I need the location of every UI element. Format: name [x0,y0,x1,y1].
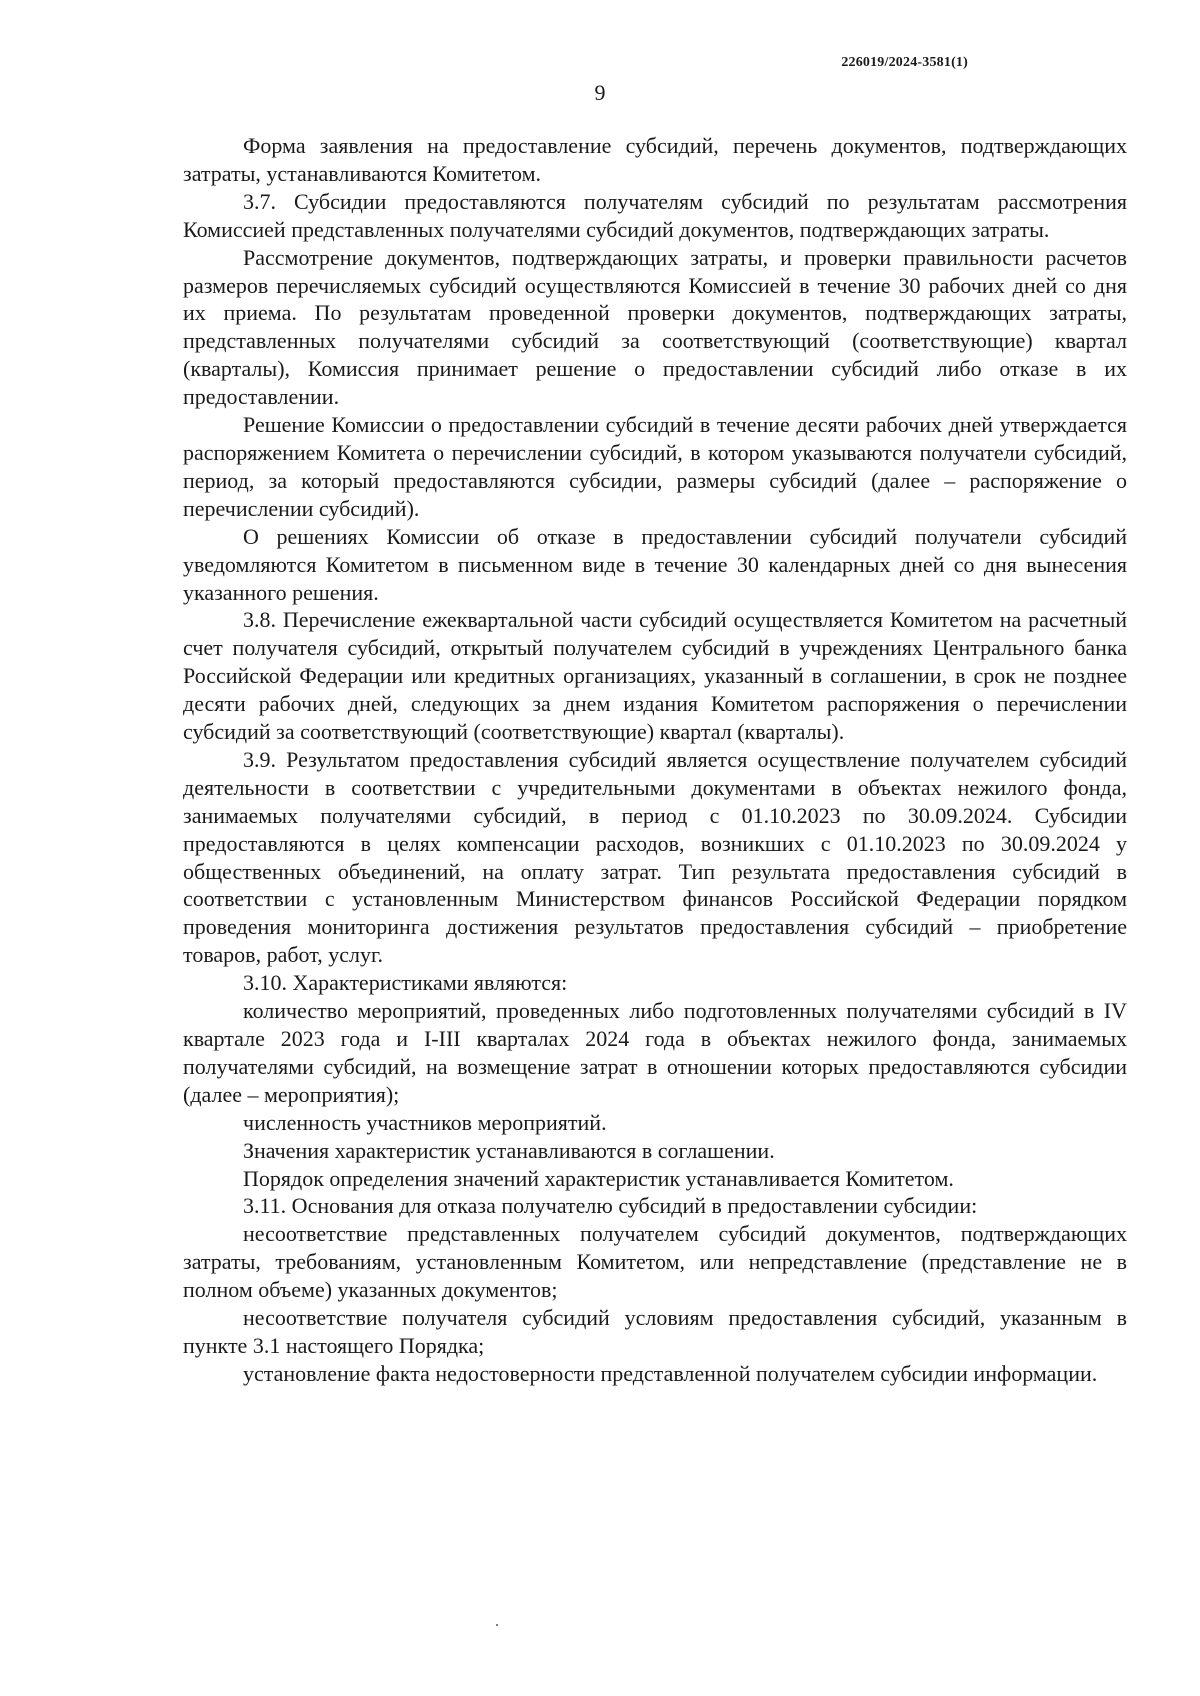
paragraph-3-9: 3.9. Результатом предоставления субсидий является осуществление получателем субсидий деятельности в соответствии с учредительными документами в объектах нежилого фонда, занимаемых получателями субсидий, в период с 01.10.2023 по 30.09.2024. Субсидии предоставляются в целях компенсации расходов, возникших с 01.10.2023 по 30.09.2024 у общественных объединений, на оплату затрат. Тип результата предоставления субсидий в соответствии с установленным Министерством финансов Российской Федерации порядком проведения мониторинга достижения результатов предоставления субсидий – приобретение товаров, работ, услуг. [183,746,1127,968]
document-id: 226019/2024-3581(1) [841,55,968,70]
paragraph-procedure-of-values: Порядок определения значений характеристик устанавливается Комитетом. [243,1165,954,1191]
paragraph-form-of-application: Форма заявления на предоставление субсидий, перечень документов, подтверждающих затраты, устанавливаются Комитетом. [183,133,1127,186]
page-number: 9 [594,80,606,105]
document-body [183,132,1127,1388]
paragraph-refusal-ground-conditions: несоответствие получателя субсидий условиям предоставления субсидий, указанным в пункте 3.1 настоящего Порядка; [183,1305,1127,1358]
paragraph-number-of-participants: численность участников мероприятий. [243,1109,607,1135]
scan-artifact-dot [496,1624,498,1626]
paragraph-refusal-ground-documents: несоответствие представленных получателем субсидий документов, подтверждающих затраты, требованиям, установленным Комитетом, или непредставление (представление не в полном объеме) указанных документов; [183,1221,1127,1303]
paragraph-commission-decision: Решение Комиссии о предоставлении субсидий в течение десяти рабочих дней утверждается распоряжением Комитета о перечислении субсидий, в котором указываются получатели субсидий, период, за который предоставляются субсидии, размеры субсидий (далее – распоряжение о перечислении субсидий). [183,412,1127,521]
paragraph-refusal-notice: О решениях Комиссии об отказе в предоставлении субсидий получатели субсидий уведомляются Комитетом в письменном виде в течение 30 календарных дней со дня вынесения указанного решения. [183,523,1127,605]
paragraph-3-11: 3.11. Основания для отказа получателю субсидий в предоставлении субсидии: [243,1193,978,1219]
paragraph-3-10: 3.10. Характеристиками являются: [243,970,568,996]
paragraph-3-7: 3.7. Субсидии предоставляются получателям субсидий по результатам рассмотрения Комиссией представленных получателями субсидий документов, подтверждающих затраты. [183,188,1127,242]
paragraph-number-of-events: количество мероприятий, проведенных либо подготовленных получателями субсидий в IV квартале 2023 года и I-III кварталах 2024 года в объектах нежилого фонда, занимаемых получателями субсидий, на возмещение затрат в отношении которых предоставляются субсидии (далее – мероприятия); [183,998,1127,1107]
paragraph-review-of-documents: Рассмотрение документов, подтверждающих затраты, и проверки правильности расчетов размеров перечисляемых субсидий осуществляются Комиссией в течение 30 рабочих дней со дня их приема. По результатам проведенной проверки документов, подтверждающих затраты, представленных получателями субсидий за соответствующий (соответствующие) квартал (кварталы), Комиссия принимает решение о предоставлении субсидий либо отказе в их предоставлении. [183,244,1127,410]
paragraph-values-in-agreement: Значения характеристик устанавливаются в соглашении. [243,1137,775,1163]
paragraph-3-8: 3.8. Перечисление ежеквартальной части субсидий осуществляется Комитетом на расчетный счет получателя субсидий, открытый получателем субсидий в учреждениях Центрального банка Российской Федерации или кредитных организациях, указанный в соглашении, в срок не позднее десяти рабочих дней, следующих за днем издания Комитетом распоряжения о перечислении субсидий за соответствующий (соответствующие) квартал (кварталы). [183,607,1127,745]
paragraph-refusal-ground-false-info: установление факта недостоверности представленной получателем субсидии информации. [243,1360,1098,1386]
